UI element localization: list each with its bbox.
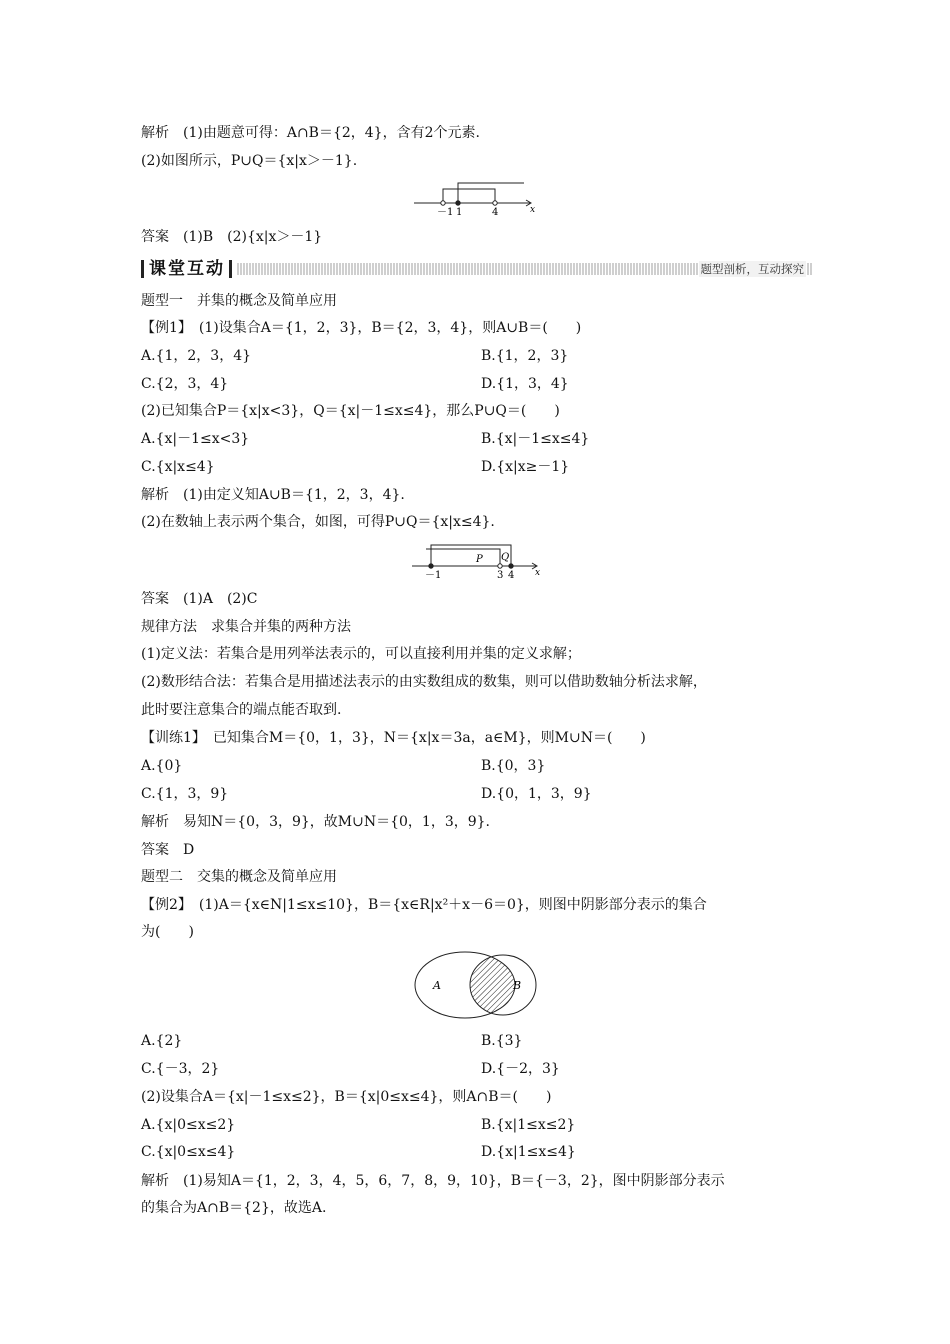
set-p-bracket	[426, 549, 500, 566]
line-24: 【例2】 (1)A＝{x∈N|1≤x≤10}，B＝{x∈R|x²＋x－6＝0}，则图中阴影部分表示的集合	[141, 897, 707, 913]
tick-label-1: 1	[456, 207, 463, 218]
option-d-4: D.{－2，3}	[481, 1061, 560, 1077]
line-12: (2)在数轴上表示两个集合，如图，可得P∪Q＝{x|x≤4}.	[141, 514, 495, 530]
point-4	[509, 564, 513, 568]
point-4	[493, 201, 497, 205]
line-31: 解析 (1)易知A＝{1，2，3，4，5，6，7，8，9，10}，B＝{－3，2}，图中阴影部分表示	[141, 1173, 725, 1189]
line-16: (2)数形结合法：若集合是用描述法表示的由实数组成的数集，则可以借助数轴分析法求解，	[141, 674, 707, 690]
option-b-5: B.{x|1≤x≤2}	[481, 1117, 576, 1133]
line-11: 解析 (1)由定义知A∪B＝{1，2，3，4}.	[141, 487, 405, 503]
option-c-3: C.{1，3，9}	[141, 786, 229, 802]
option-b-2: B.{x|－1≤x≤4}	[481, 431, 590, 447]
tick-label-4: 4	[492, 207, 499, 218]
option-b-4: B.{3}	[481, 1033, 523, 1049]
option-b-3: B.{0，3}	[481, 758, 546, 774]
section-banner	[141, 258, 812, 280]
line-28: (2)设集合A＝{x|－1≤x≤2}，B＝{x|0≤x≤4}，则A∩B＝( )	[141, 1089, 552, 1105]
line-4: 题型一 并集的概念及简单应用	[141, 293, 337, 309]
tick-label-minus1: －1	[425, 570, 442, 580]
line-15: (1)定义法：若集合是用列举法表示的，可以直接利用并集的定义求解；	[141, 646, 581, 662]
option-c-1: C.{2，3，4}	[141, 376, 229, 392]
venn-diagram	[412, 950, 542, 1022]
line-25: 为( )	[141, 924, 194, 940]
banner-subtitle: 题型剖析，互动探究	[700, 262, 804, 276]
line-32: 的集合为A∩B＝{2}，故选A.	[141, 1200, 327, 1216]
point-minus1	[429, 564, 433, 568]
line-14: 规律方法 求集合并集的两种方法	[141, 619, 351, 635]
option-c-2: C.{x|x≤4}	[141, 459, 215, 475]
set-q-label: Q	[501, 552, 510, 563]
banner-divider	[229, 260, 232, 278]
line-17: 此时要注意集合的端点能否取到.	[141, 702, 342, 718]
point-3	[498, 564, 502, 568]
line-3: 答案 (1)B (2){x|x＞－1}	[141, 229, 323, 245]
line-5: 【例1】 (1)设集合A＝{1，2，3}，B＝{2，3，4}，则A∪B＝( )	[141, 320, 582, 336]
option-c-4: C.{－3，2}	[141, 1061, 220, 1077]
line-21: 解析 易知N＝{0，3，9}，故M∪N＝{0，1，3，9}.	[141, 814, 490, 830]
line-2: (2)如图所示，P∪Q＝{x|x＞－1}.	[141, 153, 358, 169]
option-d-5: D.{x|1≤x≤4}	[481, 1144, 576, 1160]
option-d-3: D.{0，1，3，9}	[481, 786, 592, 802]
banner-left-bar	[141, 260, 144, 278]
point-1	[456, 201, 460, 205]
tick-label-minus1: －1	[437, 207, 454, 218]
option-c-5: C.{x|0≤x≤4}	[141, 1144, 236, 1160]
set-p-bracket	[443, 189, 495, 203]
axis-label-x: x	[535, 568, 541, 578]
option-a-5: A.{x|0≤x≤2}	[141, 1117, 236, 1133]
banner-title: 课堂互动	[149, 259, 225, 279]
line-23: 题型二 交集的概念及简单应用	[141, 869, 337, 885]
number-line-figure-1	[410, 178, 545, 218]
label-a: A	[433, 979, 441, 992]
set-p-label: P	[476, 554, 483, 565]
option-b-1: B.{1，2，3}	[481, 348, 569, 364]
axis-label-x: x	[530, 205, 536, 215]
option-a-4: A.{2}	[141, 1033, 183, 1049]
tick-label-3: 3	[497, 570, 504, 580]
option-a-1: A.{1，2，3，4}	[141, 348, 252, 364]
tick-label-4: 4	[508, 570, 515, 580]
line-8: (2)已知集合P＝{x|x<3}，Q＝{x|－1≤x≤4}，那么P∪Q＝( )	[141, 403, 560, 419]
label-b: B	[513, 979, 522, 992]
option-d-1: D.{1，3，4}	[481, 376, 569, 392]
set-q-bracket	[431, 545, 511, 566]
line-1: 解析 (1)由题意可得：A∩B＝{2，4}，含有2个元素.	[141, 125, 480, 141]
line-22: 答案 D	[141, 842, 195, 858]
point-minus1	[441, 201, 445, 205]
set-q-bracket	[458, 183, 524, 203]
number-line-figure-2	[408, 540, 548, 580]
option-a-2: A.{x|－1≤x<3}	[141, 431, 250, 447]
option-d-2: D.{x|x≥－1}	[481, 459, 570, 475]
option-a-3: A.{0}	[141, 758, 183, 774]
line-13: 答案 (1)A (2)C	[141, 591, 258, 607]
line-18: 【训练1】 已知集合M＝{0，1，3}，N＝{x|x＝3a，a∈M}，则M∪N＝( )	[141, 730, 646, 746]
